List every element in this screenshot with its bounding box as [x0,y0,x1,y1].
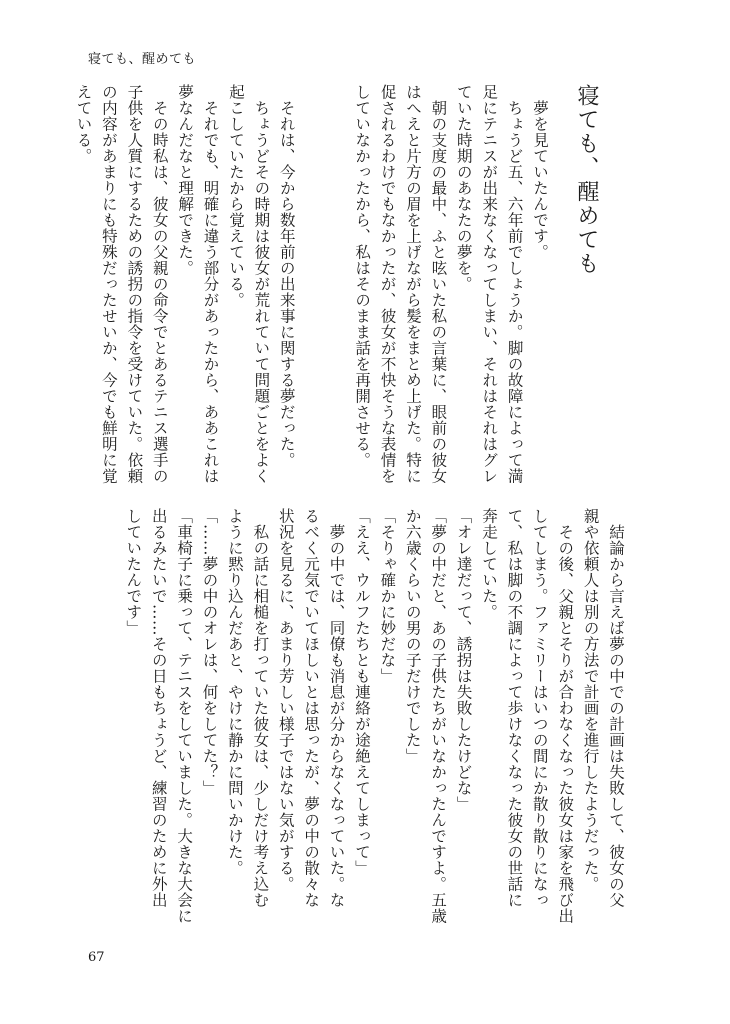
text-line: していたんです」 [124,508,143,636]
text-line: 結論から言えば夢の中での計画は失敗して、彼女の父 [607,508,625,908]
text-line: 朝の支度の最中、ふと呟いた私の言葉に、眼前の彼女 [429,84,448,484]
text-line: 「そりゃ確かに妙だな」 [378,508,397,684]
text-line: 「車椅子に乗って、テニスをしていました。大きな大会に [175,508,194,924]
text-line: て、私は脚の不調によって歩けなくなった彼女の世話に [505,508,524,908]
text-line: 促されるわけでもなかったが、彼女が不快そうな表情を [378,84,397,484]
section-break [299,84,349,564]
text-line: 夢の中では、同僚も消息が分からなくなっていた。な [327,508,346,908]
text-line: 奔走していた。 [479,508,498,620]
text-line: その後、父親とそりが合わなくなった彼女は家を飛び出 [556,508,575,924]
text-line: 「ええ、ウルフたちとも連絡が途絶えてしまって」 [352,508,371,876]
text-line: していなかったから、私はそのまま話を再開させる。 [353,84,372,468]
text-line: 「オレ達だって、誘拐は失敗したけどな」 [454,508,473,812]
text-line: それでも、明確に違う部分があったから、ああこれは [201,84,220,484]
text-line: 夢なんだなと理解できた。 [176,84,195,276]
text-line: るべく元気でいてほしいとは思ったが、夢の中の散々な [302,508,321,908]
running-header: 寝ても、醒めても [88,52,197,67]
text-line: はへえと片方の眉を上げながら髪をまとめ上げた。特に [403,84,422,484]
text-line: ていた時期のあなたの夢を。 [454,84,473,292]
text-line: その時私は、彼女の父親の命令でとあるテニス選手の [150,84,169,484]
text-line: 「夢の中だと、あの子供たちがいなかったんですよ。五歳 [429,508,448,924]
top-text-column [74,84,606,564]
text-line: 出るみたいで……その日もちょうど、練習のために外出 [149,508,168,908]
text-line: してしまう。ファミリーはいつの間にか散り散りになっ [530,508,549,908]
text-line: 起こしていたから覚えている。 [226,84,245,308]
text-line: 私の話に相槌を打っていた彼女は、少しだけ考え込む [251,508,270,908]
page-number: 67 [88,950,105,965]
text-line: えている。 [74,84,93,164]
bottom-text-column [86,508,628,988]
text-line: それは、今から数年前の出来事に関する夢だった。 [277,84,296,468]
text-line: の内容があまりにも特殊だったせいか、今でも鮮明に覚 [99,84,118,484]
text-line: ように黙り込んだあと、やけに静かに問いかけた。 [225,508,244,876]
text-line: 子供を人質にするための誘拐の指令を受けていた。依頼 [125,84,144,484]
text-line: 足にテニスが出来なくなってしまい、それはそれはグレ [480,84,499,484]
chapter-title: 寝ても、醒めても [574,84,599,276]
text-line: ちょうどその時期は彼女が荒れていて問題ごとをよく [252,84,271,484]
text-line: 状況を見るに、あまり芳しい様子ではない気がする。 [276,508,295,892]
text-line: ちょうど五、六年前でしょうか。脚の故障によって満 [505,84,524,484]
text-line: 「……夢の中のオレは、何をしてた？」 [200,508,219,796]
text-line: 夢を見ていたんです。 [531,84,549,260]
text-line: か六歳くらいの男の子だけでした」 [403,508,422,764]
text-line: 親や依頼人は別の方法で計画を進行したようだった。 [581,508,600,892]
